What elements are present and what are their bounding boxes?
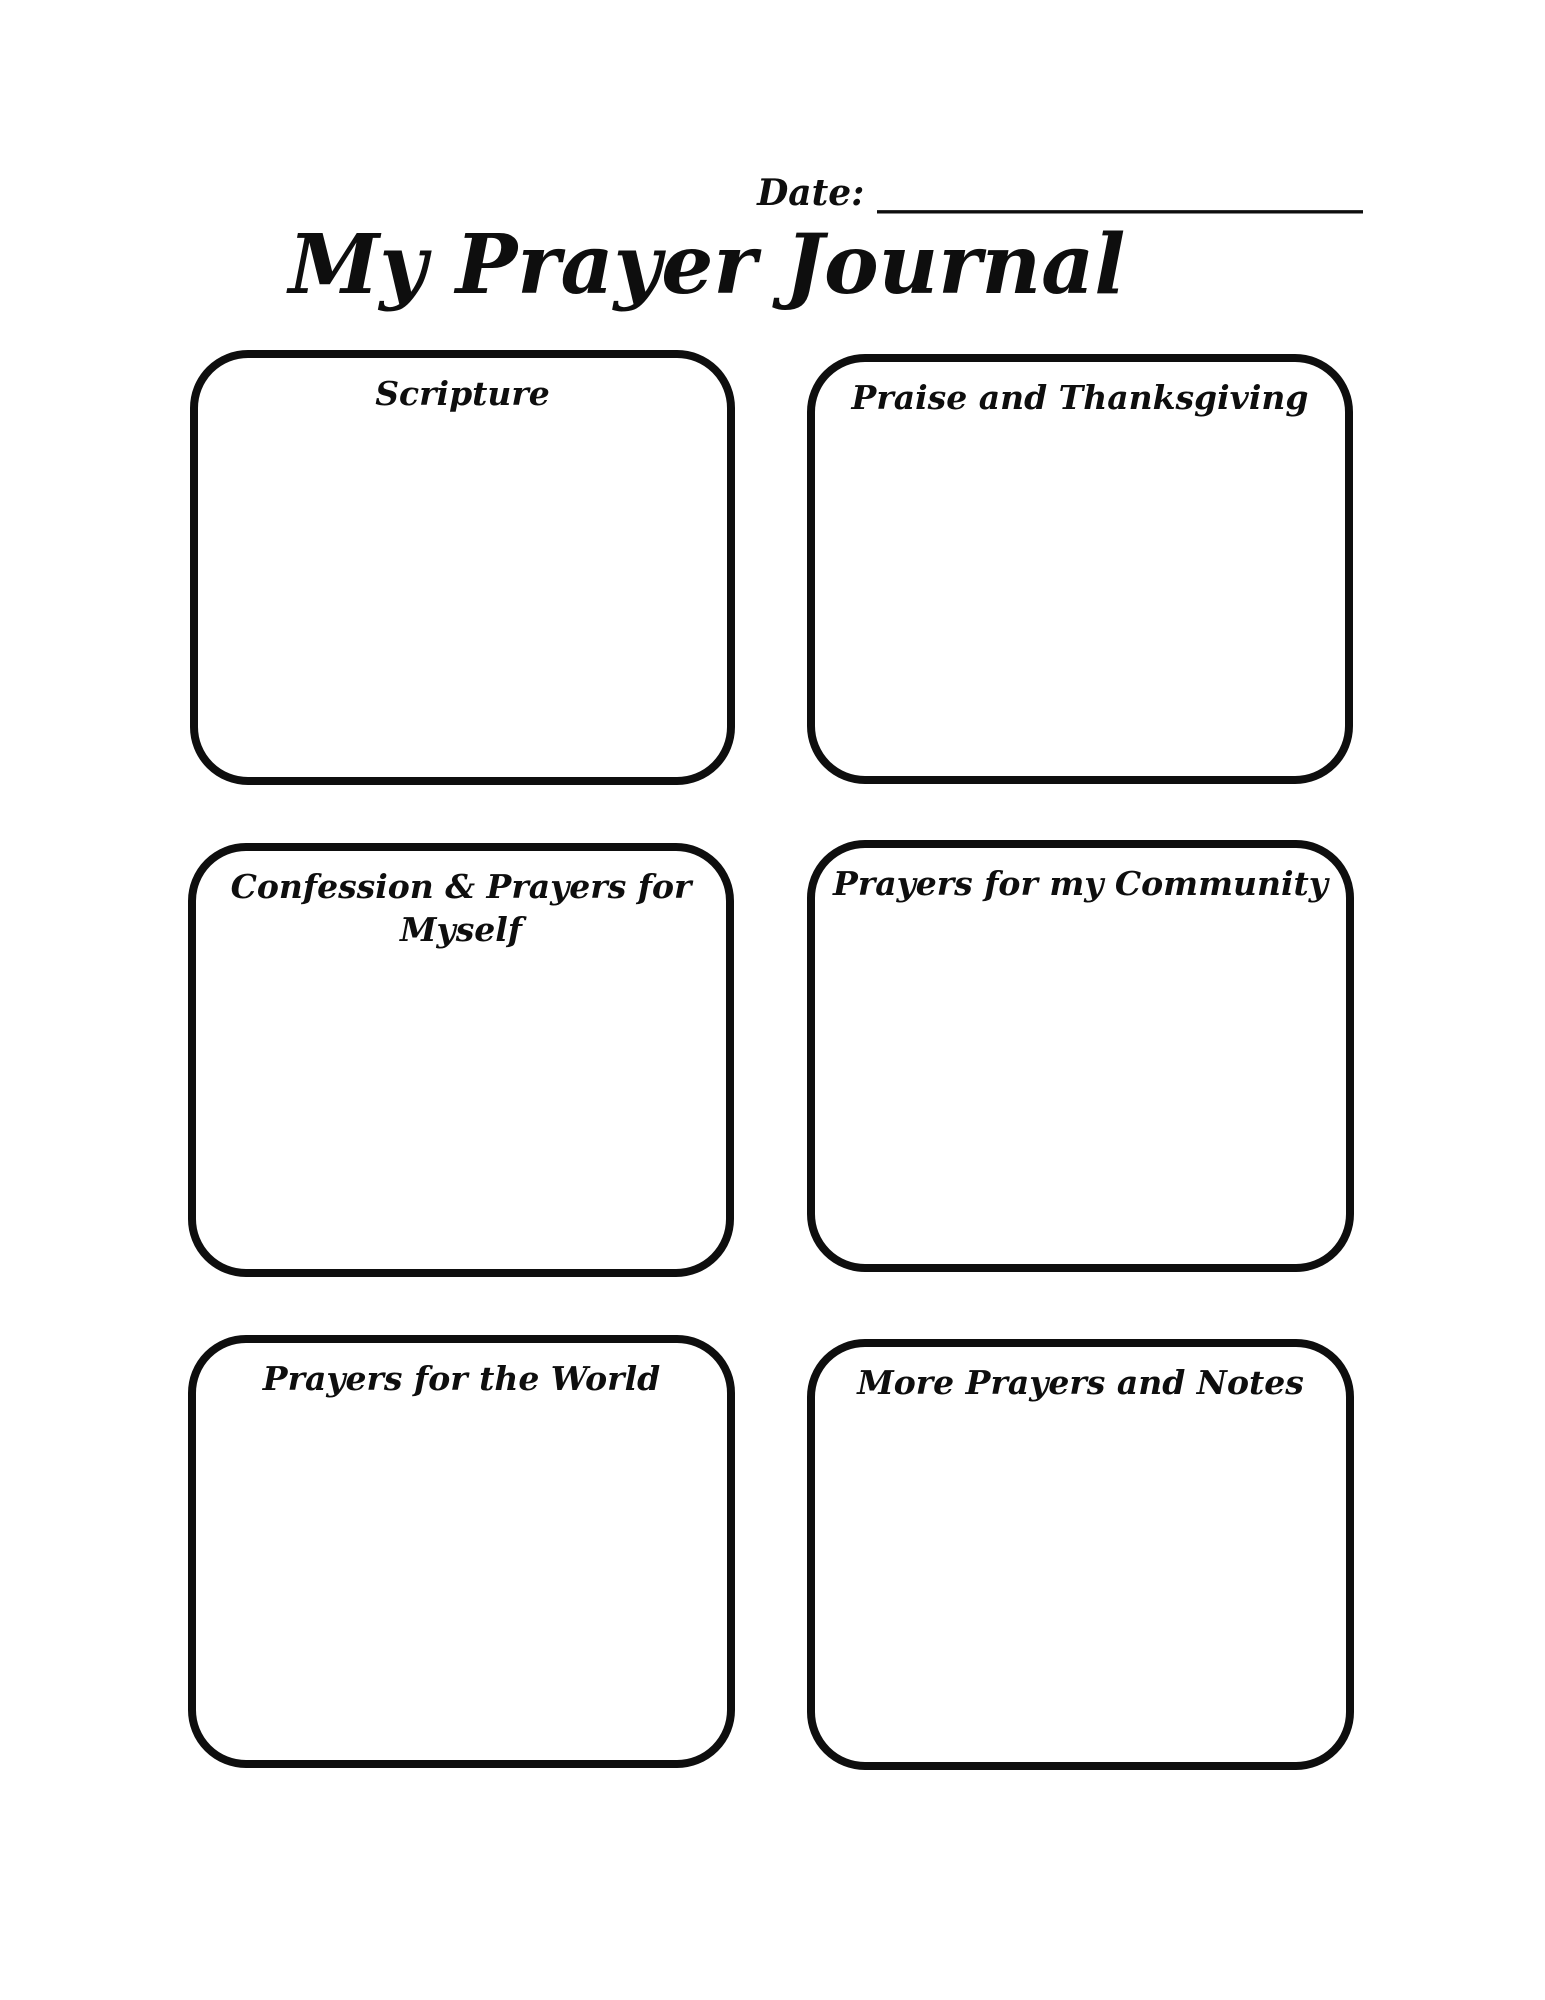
confession-prayers-section-label: Confession & Prayers for Myself — [230, 867, 692, 949]
praise-thanksgiving-writing-area — [815, 420, 1345, 774]
page-title: My Prayer Journal — [288, 217, 1126, 313]
confession-prayers-writing-area — [196, 952, 726, 1310]
community-prayers-section-box — [807, 840, 1354, 1272]
date-label: Date: — [757, 172, 865, 214]
world-prayers-section-label: Prayers for the World — [262, 1359, 661, 1398]
world-prayers-writing-area — [196, 1401, 727, 1758]
community-prayers-section-label: Prayers for my Community — [833, 864, 1328, 903]
community-prayers-writing-area — [815, 906, 1346, 1262]
scripture-section-box — [190, 350, 735, 785]
scripture-section-label: Scripture — [375, 374, 550, 413]
date-blank-line: ___________________________ — [877, 172, 1363, 214]
date-row — [757, 172, 1363, 215]
praise-thanksgiving-section-box — [807, 354, 1353, 784]
confession-prayers-section-box — [188, 843, 734, 1277]
praise-thanksgiving-section-label: Praise and Thanksgiving — [851, 378, 1309, 417]
world-prayers-section-box — [188, 1335, 735, 1768]
more-prayers-notes-section-box — [807, 1339, 1354, 1770]
more-prayers-notes-section-label: More Prayers and Notes — [857, 1363, 1304, 1402]
more-prayers-notes-writing-area — [815, 1405, 1346, 1760]
scripture-writing-area — [198, 416, 727, 775]
